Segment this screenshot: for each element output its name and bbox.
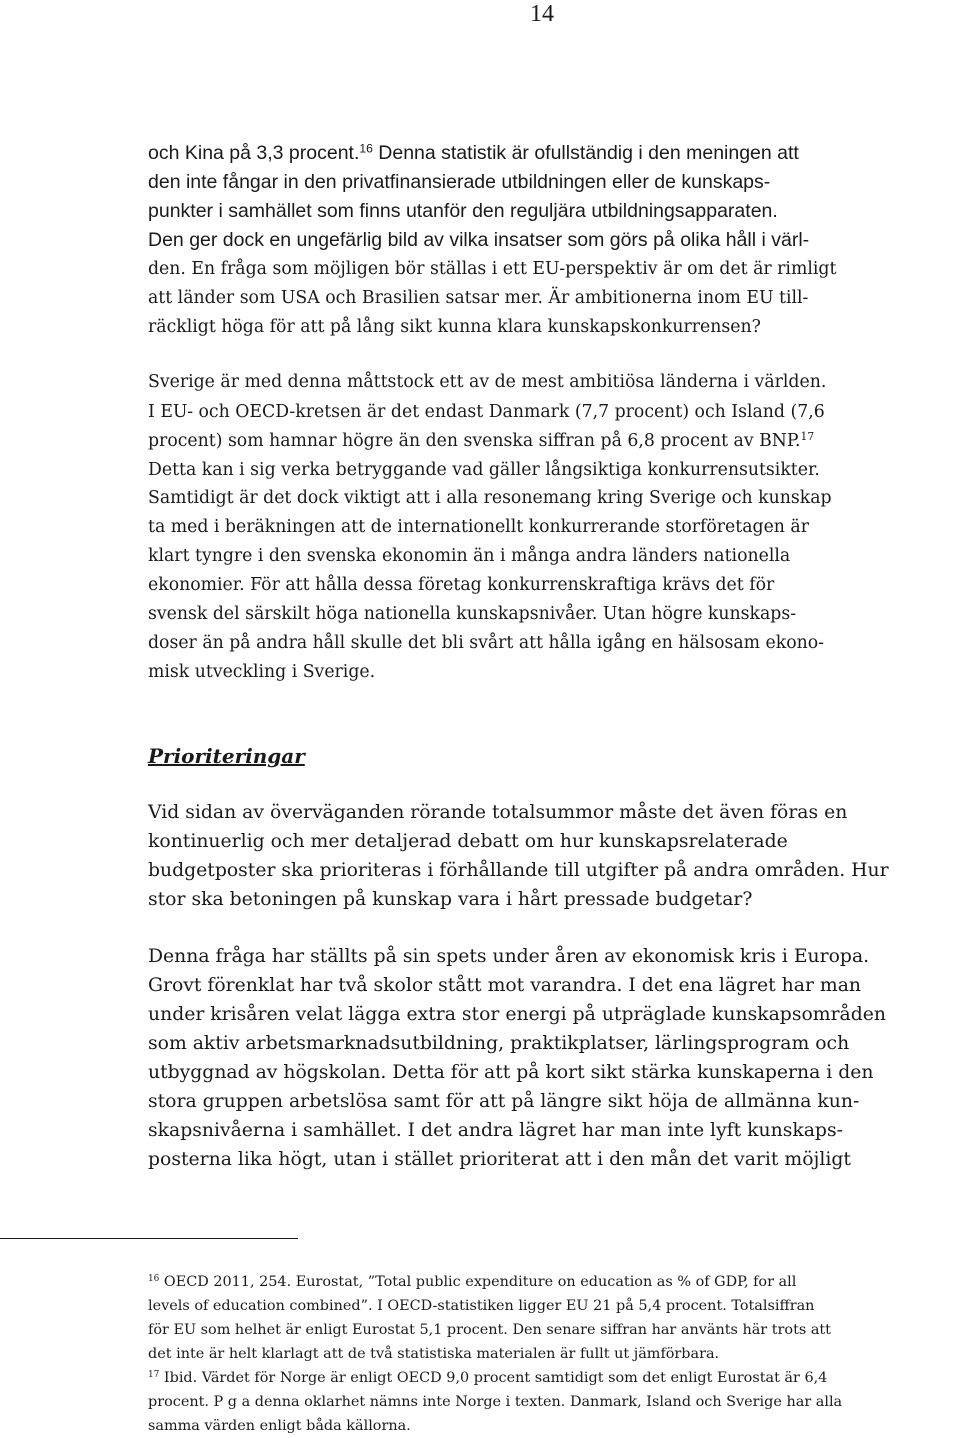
text-line: Vid sidan av överväganden rörande totalsummor måste det även föras en	[148, 802, 848, 823]
text-line: utbyggnad av högskolan. Detta för att på kort sikt stärka kunskaperna i den	[148, 1062, 874, 1083]
text-line: skapsnivåerna i samhället. I det andra lägret har man inte lyft kunskaps-	[148, 1120, 843, 1141]
text-line: posterna lika högt, utan i stället prioriterat att i den mån det varit möjligt	[148, 1149, 851, 1170]
text-line: stor ska betoningen på kunskap vara i hårt pressade budgetar?	[148, 889, 753, 910]
footnote-line: det inte är helt klarlagt att de två statistiska materialen är fullt ut jämförbara.	[148, 1346, 720, 1362]
text-line: Grovt förenklat har två skolor stått mot varandra. I det ena lägret har man	[148, 975, 862, 996]
text-line: ekonomier. För att hålla dessa företag konkurrenskraftiga krävs det för	[148, 575, 775, 595]
text-line: procent) som hamnar högre än den svenska siffran på 6,8 procent av BNP.$^{17}$	[148, 430, 815, 451]
footnote-ref-16[interactable]: 16	[359, 141, 373, 156]
text-line: klart tyngre i den svenska ekonomin än i många andra länders nationella	[148, 546, 791, 566]
footnote-line: levels of education combined”. I OECD-statistiken ligger EU 21 på 5,4 procent. Totalsiffran	[148, 1298, 815, 1314]
text-line: Denna fråga har ställts på sin spets under åren av ekonomisk kris i Europa.	[148, 946, 870, 967]
footnote-separator	[0, 1238, 298, 1239]
footnote-line: procent. P g a denna oklarhet nämns inte Norge i texten. Danmark, Island och Sverige har alla	[148, 1394, 843, 1410]
text-line: budgetposter ska prioriteras i förhållande till utgifter på andra områden. Hur	[148, 860, 889, 881]
text-line: ta med i beräkningen att de internationellt konkurrerande storföretagen är	[148, 517, 809, 537]
text-line: den inte fångar in den privatfinansierade utbildningen eller de kunskaps-	[148, 171, 771, 193]
text-line: doser än på andra håll skulle det bli svårt att hålla igång en hälsosam ekono-	[148, 633, 825, 653]
text-line: Den ger dock en ungefärlig bild av vilka insatser som görs på olika håll i värl-	[148, 229, 810, 251]
text-line: under krisåren velat lägga extra stor energi på utpräglade kunskapsområden	[148, 1004, 886, 1025]
footnote-number-17: 17	[148, 1370, 160, 1381]
page-number: 14	[530, 1, 554, 27]
section-heading: Prioriteringar	[148, 744, 305, 768]
text-line: som aktiv arbetsmarknadsutbildning, praktikplatser, lärlingsprogram och	[148, 1033, 850, 1054]
text-line: svensk del särskilt höga nationella kunskapsnivåer. Utan högre kunskaps-	[148, 604, 797, 624]
text-line: Sverige är med denna måttstock ett av de mest ambitiösa länderna i världen.	[148, 372, 827, 392]
text-line: den. En fråga som möjligen bör ställas i ett EU-perspektiv är om det är rimligt	[148, 259, 837, 279]
text-line: och Kina på 3,3 procent.$^{16}$ Denna statistik är ofullständig i den meningen att	[148, 141, 799, 164]
text-line: Samtidigt är det dock viktigt att i alla resonemang kring Sverige och kunskap	[148, 488, 832, 508]
text-line: punkter i samhället som finns utanför den reguljära utbildningsapparaten.	[148, 200, 778, 222]
text-line: kontinuerlig och mer detaljerad debatt om hur kunskapsrelaterade	[148, 831, 788, 852]
footnote-number-16: 16	[148, 1274, 160, 1285]
text-line: I EU- och OECD-kretsen är det endast Danmark (7,7 procent) och Island (7,6	[148, 402, 825, 422]
text-line: Detta kan i sig verka betryggande vad gäller långsiktiga konkurrensutsikter.	[148, 460, 820, 480]
footnote-17: $^{17}$ Ibid. Värdet för Norge är enligt OECD 9,0 procent samtidigt som det enligt Eurostat är 6,4	[148, 1370, 828, 1386]
footnote-line: samma värden enligt båda källorna.	[148, 1418, 411, 1434]
footnote-line: för EU som helhet är enligt Eurostat 5,1 procent. Den senare siffran har använts här trots att	[148, 1322, 831, 1338]
text-line: misk utveckling i Sverige.	[148, 662, 376, 682]
footnote-ref-17[interactable]: 17	[800, 430, 815, 444]
footnote-16: $^{16}$ OECD 2011, 254. Eurostat, ”Total public expenditure on education as % of GDP, for all	[148, 1274, 797, 1290]
text-line: att länder som USA och Brasilien satsar mer. Är ambitionerna inom EU till-	[148, 288, 809, 308]
text-line: stora gruppen arbetslösa samt för att på längre sikt höja de allmänna kun-	[148, 1091, 860, 1112]
text-line: räckligt höga för att på lång sikt kunna klara kunskapskonkurrensen?	[148, 317, 761, 337]
